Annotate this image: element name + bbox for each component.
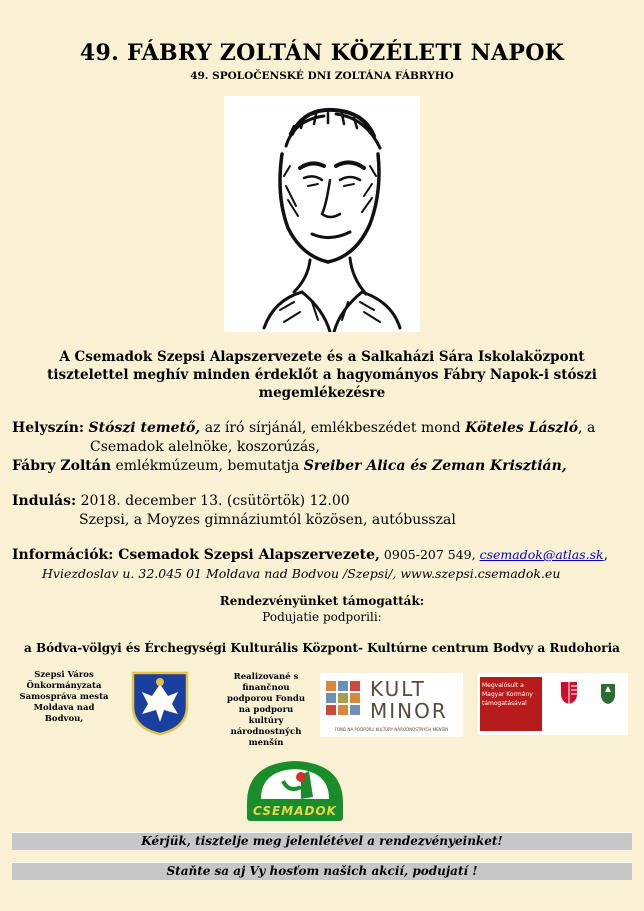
invitation-line-3: megemlékezésre [258, 385, 386, 401]
kult-minor-sub: FOND NA PODPORU KULTÚRY NÁRODNOSTNÝCH MENŠÍN [334, 727, 449, 732]
info-address: Hviezdoslav u. 32.045 01 Moldava nad Bodvou /Szepsi/, www.szepsi.csemadok.eu [42, 566, 561, 581]
minor-word: MINOR [370, 699, 448, 723]
fund-text: Realizované s finančnou podporou Fondu na podporu kultúry národnostných menšín [227, 672, 305, 748]
invitation-text [20, 348, 624, 402]
town-coat-of-arms-icon [130, 670, 190, 736]
portrait-sketch [224, 96, 420, 332]
page-subtitle: 49. SPOLOČENSKÉ DNI ZOLTÁNA FÁBRYHO [190, 70, 454, 82]
venue-line-3 [12, 458, 567, 474]
info-phone: 0905-207 549, [379, 547, 480, 562]
info-label: Információk: Csemadok Szepsi Alapszervezete, [12, 547, 380, 563]
museum-text: emlékmúzeum, bemutatja [111, 458, 304, 474]
footer-bar-hu: Kérjük, tisztelje meg jelenlétével a rendezvényeinket! [12, 832, 632, 850]
venue-speaker: Köteles László [465, 420, 579, 436]
csemadok-logo-text: CSEMADOK [253, 804, 337, 818]
gov-support-logo [478, 673, 628, 735]
info-line-1 [12, 547, 608, 563]
venue-text-2: , a [578, 420, 596, 436]
presenters: Sreiber Alica és Zeman Krisztián, [303, 458, 567, 474]
ministry-coat-icon [600, 683, 616, 705]
town-text: Szepsi Város Önkormányzata Samospráva mesta Moldava nad Bodvou, [19, 670, 109, 724]
kult-minor-pattern-icon [324, 679, 364, 719]
supporter-center: a Bódva-völgyi és Érchegységi Kulturális Központ- Kultúrne centrum Bodvy a Rudohoria [24, 641, 620, 655]
page-title: 49. FÁBRY ZOLTÁN KÖZÉLETI NAPOK [79, 40, 565, 66]
museum-name: Fábry Zoltán [12, 458, 112, 474]
csemadok-logo [243, 757, 348, 823]
footer-bar-sk: Staňte sa aj Vy hosťom našich akcií, podujatí ! [12, 862, 632, 880]
email-link[interactable]: csemadok@atlas.sk [479, 547, 604, 562]
departure-label: Indulás: [12, 493, 77, 509]
invitation-line-2: tisztelettel meghív minden érdeklőt a hagyományos Fábry Napok-i stószi [47, 367, 597, 383]
departure-place: Szepsi, a Moyzes gimnáziumtól közösen, autóbusszal [79, 512, 456, 528]
info-trail: , [603, 547, 609, 563]
departure-time: 2018. december 13. (csütörtök) 12.00 [80, 493, 350, 509]
gov-support-text: Megvalósult a Magyar Kormány támogatásával [480, 677, 542, 731]
venue-line-2: Csemadok alelnöke, koszorúzás, [90, 439, 320, 455]
venue-label: Helyszín: [12, 420, 85, 436]
venue-place: Stószi temető, [88, 420, 201, 436]
supporters-heading: Rendezvényünket támogatták: [219, 594, 425, 608]
venue-line-1 [12, 420, 595, 436]
hungary-coat-icon [560, 681, 578, 705]
venue-text-1: az író sírjánál, emlékbeszédet mond [200, 420, 466, 436]
kult-word: KULT [370, 677, 426, 701]
invitation-line-1: A Csemadok Szepsi Alapszervezete és a Salkaházi Sára Iskolaközpont [59, 349, 585, 365]
departure-line-1 [12, 493, 350, 509]
kult-minor-logo [320, 673, 463, 737]
supporters-heading-sk: Podujatie podporili: [262, 610, 382, 624]
